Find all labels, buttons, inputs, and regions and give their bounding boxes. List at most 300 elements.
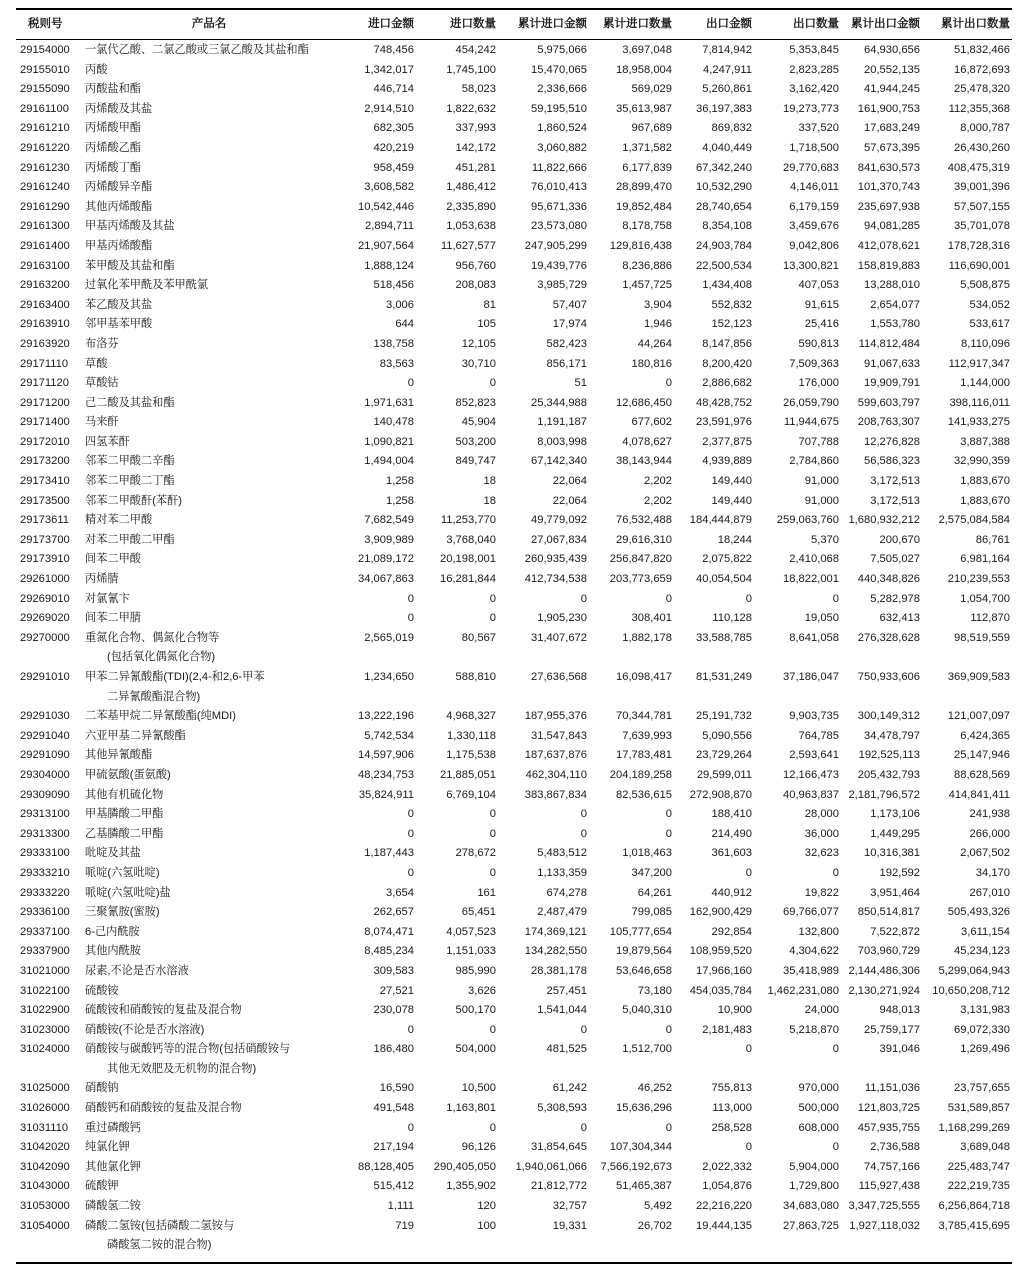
cumulative-export-value-cell: 7,505,027 (870, 553, 920, 566)
cumulative-export-quantity-cell: 16,872,693 (954, 63, 1010, 76)
export-quantity-cell: 13,300,821 (783, 259, 839, 272)
cumulative-import-value-cell: 28,381,178 (531, 964, 587, 977)
product-name-line: 间苯二甲酸 (85, 553, 141, 566)
cumulative-export-quantity-cell: 34,170 (975, 866, 1010, 879)
cumulative-export-value-cell: 457,935,755 (857, 1121, 920, 1134)
cumulative-export-quantity-cell: 112,355,368 (948, 102, 1010, 115)
tariff-code-cell: 29337100 (20, 925, 70, 938)
export-quantity-cell: 3,459,676 (789, 220, 839, 233)
cumulative-import-value-cell: 51 (574, 377, 587, 390)
cumulative-export-value-cell: 7,522,872 (870, 925, 920, 938)
export-quantity-cell: 18,822,001 (783, 573, 839, 586)
cumulative-import-quantity-cell: 967,689 (631, 122, 672, 135)
product-name-cell (82, 531, 336, 551)
cumulative-export-quantity-cell: 112,917,347 (948, 357, 1010, 370)
cumulative-import-quantity-cell: 5,040,310 (622, 1004, 672, 1017)
table-body (16, 40, 1012, 1256)
cumulative-export-value-cell: 1,173,106 (870, 808, 920, 821)
table-row (16, 1217, 1012, 1256)
import-quantity-cell: 1,355,902 (446, 1180, 496, 1193)
cumulative-import-quantity-cell: 180,816 (631, 357, 672, 370)
import-value-cell: 3,006 (386, 298, 414, 311)
product-name-line: 邻甲基苯甲酸 (85, 318, 153, 331)
import-quantity-cell: 30,710 (461, 357, 496, 370)
export-value-cell: 1,434,408 (702, 279, 752, 292)
cumulative-export-quantity-cell: 45,234,123 (954, 945, 1010, 958)
cumulative-import-value-cell: 31,407,672 (531, 631, 587, 644)
tariff-code-cell: 31042090 (20, 1160, 70, 1173)
product-name-line: 己二酸及其盐和酯 (85, 396, 175, 409)
tariff-code-cell: 29291010 (20, 671, 70, 683)
import-quantity-cell: 337,993 (455, 122, 496, 135)
cumulative-export-quantity-cell: 3,131,983 (960, 1004, 1010, 1017)
import-quantity-cell: 96,126 (461, 1141, 496, 1154)
product-name-line: 硝酸钙和硝酸铵的复盐及混合物 (85, 1102, 242, 1115)
tariff-code-cell: 29161100 (20, 102, 69, 115)
cumulative-export-quantity-cell: 534,052 (969, 298, 1010, 311)
cumulative-export-value-cell: 1,449,295 (870, 827, 920, 840)
export-value-cell: 22,500,534 (696, 259, 752, 272)
export-quantity-cell: 26,059,790 (783, 396, 839, 409)
product-name-cell (82, 766, 336, 786)
product-name-line: 对苯二甲酸二甲酯 (85, 533, 175, 546)
cumulative-export-value-cell: 94,081,285 (864, 220, 920, 233)
export-quantity-cell: 5,353,845 (789, 44, 839, 56)
table-row (16, 80, 1012, 100)
cumulative-import-quantity-cell: 256,847,820 (609, 553, 672, 566)
product-name-cell (82, 727, 336, 747)
tariff-code-cell: 29261000 (20, 573, 70, 586)
table-row (16, 1040, 1012, 1079)
cumulative-import-value-cell: 2,336,666 (537, 83, 587, 96)
tariff-code-cell: 31043000 (20, 1180, 70, 1193)
cumulative-export-value-cell: 10,316,381 (864, 847, 920, 860)
export-quantity-cell: 2,823,285 (789, 63, 839, 76)
export-value-cell: 22,216,220 (696, 1200, 752, 1213)
import-quantity-cell: 10,500 (461, 1082, 496, 1095)
import-value-cell: 682,305 (373, 122, 414, 135)
cumulative-import-quantity-cell: 105,777,654 (609, 925, 672, 938)
export-quantity-cell: 7,509,363 (789, 357, 839, 370)
table-row (16, 413, 1012, 433)
cumulative-import-quantity-cell: 5,492 (644, 1200, 672, 1213)
product-name-cell (82, 1119, 336, 1139)
import-quantity-cell: 0 (489, 808, 496, 821)
table-row (16, 590, 1012, 610)
product-name-cell (82, 923, 336, 943)
tariff-code-cell: 31025000 (20, 1082, 70, 1095)
header-import-value: 进口金额 (336, 10, 416, 40)
cumulative-export-value-cell: 11,151,036 (864, 1082, 920, 1095)
export-value-cell: 28,740,654 (696, 200, 752, 213)
table-row (16, 570, 1012, 590)
cumulative-import-value-cell: 0 (580, 592, 587, 605)
cumulative-export-quantity-cell: 25,147,946 (954, 749, 1010, 762)
tariff-code-cell: 29161220 (20, 141, 70, 154)
tariff-code-cell: 29173500 (20, 494, 70, 507)
cumulative-import-quantity-cell: 204,189,258 (609, 768, 672, 781)
export-value-cell: 2,075,822 (702, 553, 752, 566)
cumulative-export-value-cell: 200,670 (879, 533, 920, 546)
import-quantity-cell: 6,769,104 (446, 788, 496, 801)
product-name-line: 重过磷酸钙 (85, 1121, 141, 1134)
import-value-cell: 21,089,172 (358, 553, 414, 566)
import-value-cell: 0 (407, 612, 414, 625)
product-name-line: 甲基丙烯酸酯 (85, 239, 153, 252)
product-name-cell (82, 257, 336, 277)
export-quantity-cell: 29,770,683 (783, 161, 839, 174)
export-value-cell: 24,903,784 (696, 239, 752, 252)
product-name-line: 丙烯酸丁酯 (85, 161, 141, 174)
import-value-cell: 21,907,564 (358, 239, 414, 252)
cumulative-export-quantity-cell: 414,841,411 (948, 788, 1010, 801)
tariff-code-cell: 29163910 (20, 318, 70, 331)
export-quantity-cell: 9,042,806 (789, 239, 839, 252)
tariff-code-cell: 29171200 (20, 396, 70, 409)
export-value-cell: 258,528 (711, 1121, 752, 1134)
import-quantity-cell: 290,405,050 (433, 1160, 496, 1173)
export-quantity-cell: 2,593,641 (789, 749, 839, 762)
product-name-line: 甲基丙烯酸及其盐 (85, 220, 175, 233)
cumulative-export-value-cell: 276,328,628 (857, 631, 920, 644)
product-name-line: 乙基膦酸二甲酯 (85, 827, 164, 840)
import-quantity-cell: 956,760 (455, 259, 496, 272)
cumulative-export-quantity-cell: 5,508,875 (960, 279, 1010, 292)
cumulative-import-value-cell: 5,308,593 (537, 1102, 587, 1115)
import-quantity-cell: 16,281,844 (440, 573, 496, 586)
product-name-cell (82, 315, 336, 335)
product-name-cell (82, 139, 336, 159)
cumulative-import-value-cell: 1,905,230 (537, 612, 587, 625)
cumulative-import-value-cell: 27,636,568 (531, 671, 587, 683)
cumulative-export-value-cell: 235,697,938 (857, 200, 920, 213)
cumulative-export-value-cell: 25,759,177 (864, 1023, 920, 1036)
product-name-line: 尿素,不论是否水溶液 (85, 964, 189, 977)
import-value-cell: 5,742,534 (364, 729, 414, 742)
table-row (16, 100, 1012, 120)
cumulative-export-quantity-cell: 3,887,388 (960, 435, 1010, 448)
cumulative-import-value-cell: 1,133,359 (537, 866, 587, 879)
cumulative-export-quantity-cell: 86,761 (975, 533, 1010, 546)
export-quantity-cell: 970,000 (798, 1082, 839, 1095)
import-quantity-cell: 142,172 (455, 141, 496, 154)
import-value-cell: 27,521 (379, 984, 414, 997)
cumulative-export-quantity-cell: 112,870 (970, 612, 1010, 625)
cumulative-export-value-cell: 1,680,932,212 (848, 514, 920, 527)
import-value-cell: 0 (407, 827, 414, 840)
export-quantity-cell: 337,520 (798, 122, 839, 135)
export-quantity-cell: 69,766,077 (783, 906, 839, 919)
import-value-cell: 1,187,443 (364, 847, 414, 860)
table-row (16, 707, 1012, 727)
export-quantity-cell: 19,050 (804, 612, 839, 625)
product-name-cell (82, 1217, 336, 1256)
cumulative-import-value-cell: 174,369,121 (524, 925, 587, 938)
table-row (16, 903, 1012, 923)
cumulative-export-value-cell: 101,370,743 (857, 181, 920, 194)
cumulative-export-value-cell: 13,288,010 (864, 279, 920, 292)
import-quantity-cell: 278,672 (455, 847, 496, 860)
import-quantity-cell: 12,105 (461, 337, 496, 350)
cumulative-export-value-cell: 205,432,793 (857, 768, 920, 781)
import-value-cell: 2,914,510 (364, 102, 414, 115)
cumulative-import-quantity-cell: 46,252 (637, 1082, 672, 1095)
product-name-line: 哌啶(六氢吡啶) (85, 866, 160, 879)
tariff-code-cell: 29269020 (20, 612, 70, 625)
product-name-continuation: (包括氧化偶氮化合物) (107, 651, 216, 664)
export-value-cell: 18,244 (717, 533, 752, 546)
import-quantity-cell: 1,175,538 (446, 749, 496, 762)
product-name-line: 重氮化合物、偶氮化合物等 (85, 631, 220, 644)
import-quantity-cell: 11,627,577 (440, 239, 496, 252)
cumulative-import-quantity-cell: 799,085 (631, 906, 672, 919)
import-value-cell: 34,067,863 (358, 573, 414, 586)
product-name-cell (82, 452, 336, 472)
export-value-cell: 440,912 (711, 886, 752, 899)
import-value-cell: 8,485,234 (364, 945, 414, 958)
cumulative-import-value-cell: 1,541,044 (537, 1004, 587, 1017)
header-export-quantity: 出口数量 (754, 10, 841, 40)
export-quantity-cell: 500,000 (798, 1102, 839, 1115)
table-row (16, 864, 1012, 884)
product-name-cell (82, 335, 336, 355)
export-value-cell: 108,959,520 (689, 945, 752, 958)
import-value-cell: 138,758 (373, 337, 414, 350)
cumulative-export-value-cell: 2,130,271,924 (848, 984, 920, 997)
export-quantity-cell: 0 (832, 1043, 839, 1056)
product-name-cell (82, 1021, 336, 1041)
cumulative-export-value-cell: 3,951,464 (870, 886, 920, 899)
cumulative-import-quantity-cell: 15,636,296 (616, 1102, 672, 1115)
product-name-cell (82, 629, 336, 668)
cumulative-export-quantity-cell: 121,007,097 (947, 710, 1010, 723)
cumulative-import-quantity-cell: 8,178,758 (622, 220, 672, 233)
import-value-cell: 1,888,124 (364, 259, 414, 272)
product-name-cell (82, 844, 336, 864)
cumulative-import-value-cell: 1,940,061,066 (515, 1160, 587, 1173)
product-name-line: 布洛芬 (85, 337, 119, 350)
table-row (16, 355, 1012, 375)
cumulative-export-quantity-cell: 531,589,857 (947, 1102, 1010, 1115)
cumulative-export-value-cell: 412,078,621 (857, 239, 920, 252)
product-name-line: 邻苯二甲酸二丁酯 (85, 475, 175, 488)
import-quantity-cell: 0 (489, 1121, 496, 1134)
cumulative-export-quantity-cell: 116,690,001 (948, 259, 1010, 272)
product-name-cell (82, 707, 336, 727)
cumulative-import-quantity-cell: 1,946 (644, 318, 672, 331)
import-value-cell: 309,583 (373, 964, 414, 977)
export-value-cell: 272,908,870 (689, 788, 752, 801)
cumulative-import-value-cell: 247,905,299 (524, 239, 587, 252)
cumulative-export-value-cell: 2,181,796,572 (848, 788, 920, 801)
table-row (16, 315, 1012, 335)
import-quantity-cell: 3,626 (468, 984, 496, 997)
import-value-cell: 1,090,821 (364, 435, 414, 448)
cumulative-import-quantity-cell: 4,078,627 (622, 435, 672, 448)
table-row (16, 335, 1012, 355)
import-quantity-cell: 504,000 (455, 1043, 496, 1056)
tariff-code-cell: 31021000 (20, 964, 70, 977)
cumulative-import-quantity-cell: 0 (665, 808, 672, 821)
product-name-line: 硝酸铵与碳酸钙等的混合物(包括硝酸铵与 (85, 1043, 291, 1056)
export-value-cell: 0 (745, 866, 752, 879)
cumulative-import-quantity-cell: 6,177,839 (622, 161, 672, 174)
cumulative-export-quantity-cell: 266,000 (969, 827, 1010, 840)
cumulative-import-value-cell: 31,854,645 (531, 1141, 587, 1154)
cumulative-export-quantity-cell: 10,650,208,712 (932, 984, 1010, 997)
import-value-cell: 1,971,631 (364, 396, 414, 409)
cumulative-export-value-cell: 192,525,113 (858, 749, 920, 762)
export-quantity-cell: 590,813 (798, 337, 839, 350)
export-value-cell: 755,813 (711, 1082, 752, 1095)
cumulative-export-value-cell: 1,927,118,032 (849, 1219, 920, 1232)
cumulative-import-quantity-cell: 28,899,470 (616, 181, 672, 194)
import-value-cell: 217,194 (373, 1141, 414, 1154)
import-value-cell: 3,654 (386, 886, 414, 899)
tariff-code-cell: 29173410 (20, 475, 70, 488)
export-value-cell: 162,900,429 (689, 906, 752, 919)
import-value-cell: 88,128,405 (358, 1160, 414, 1173)
tariff-code-cell: 29313100 (20, 808, 70, 821)
export-value-cell: 5,260,861 (702, 83, 752, 96)
import-quantity-cell: 0 (489, 612, 496, 625)
cumulative-import-quantity-cell: 0 (665, 827, 672, 840)
cumulative-import-quantity-cell: 1,457,725 (622, 279, 672, 292)
cumulative-export-quantity-cell: 26,430,260 (954, 141, 1010, 154)
product-name-line: 丙烯酸及其盐 (85, 102, 153, 115)
export-value-cell: 869,832 (711, 122, 752, 135)
product-name-cell (82, 1079, 336, 1099)
import-quantity-cell: 500,170 (455, 1004, 496, 1017)
export-value-cell: 4,247,911 (703, 63, 752, 76)
cumulative-import-quantity-cell: 29,616,310 (616, 533, 672, 546)
import-value-cell: 0 (407, 808, 414, 821)
tariff-code-cell: 31054000 (20, 1219, 70, 1232)
product-name-line: 丙酸 (85, 63, 108, 76)
table-row (16, 1099, 1012, 1119)
import-quantity-cell: 65,451 (461, 906, 496, 919)
import-quantity-cell: 852,823 (455, 396, 496, 409)
table-row (16, 296, 1012, 316)
tariff-code-cell: 29173700 (20, 533, 70, 546)
export-value-cell: 2,886,682 (702, 377, 752, 390)
import-quantity-cell: 1,745,100 (446, 63, 496, 76)
export-quantity-cell: 12,166,473 (783, 768, 839, 781)
import-value-cell: 446,714 (373, 83, 414, 96)
header-tariff-code: 税则号 (16, 10, 82, 40)
table-row (16, 1158, 1012, 1178)
import-value-cell: 83,563 (379, 357, 414, 370)
cumulative-export-quantity-cell: 8,110,096 (961, 337, 1010, 350)
product-name-line: 六亚甲基二异氰酸酯 (85, 729, 186, 742)
table-row (16, 276, 1012, 296)
cumulative-import-value-cell: 27,067,834 (531, 533, 587, 546)
product-name-line: 丙烯酸甲酯 (85, 122, 141, 135)
product-name-line: 磷酸二氢铵(包括磷酸二氢铵与 (85, 1219, 235, 1232)
product-name-cell (82, 570, 336, 590)
cumulative-import-quantity-cell: 8,236,886 (622, 259, 672, 272)
import-quantity-cell: 105 (477, 318, 496, 331)
cumulative-export-value-cell: 19,909,791 (864, 377, 920, 390)
cumulative-export-value-cell: 2,144,486,306 (848, 964, 920, 977)
cumulative-export-quantity-cell: 225,483,747 (947, 1160, 1010, 1173)
import-quantity-cell: 1,163,801 (446, 1102, 496, 1115)
cumulative-export-quantity-cell: 222,219,735 (947, 1180, 1010, 1193)
export-quantity-cell: 11,944,675 (783, 416, 839, 429)
cumulative-export-value-cell: 56,586,323 (864, 455, 920, 468)
tariff-code-cell: 29171110 (20, 357, 69, 370)
cumulative-import-value-cell: 187,637,876 (524, 749, 587, 762)
cumulative-import-value-cell: 95,671,336 (531, 200, 587, 213)
cumulative-export-value-cell: 20,552,135 (864, 63, 920, 76)
export-quantity-cell: 35,418,989 (783, 964, 839, 977)
cumulative-import-value-cell: 412,734,538 (524, 573, 587, 586)
export-quantity-cell: 40,963,837 (783, 788, 839, 801)
export-value-cell: 40,054,504 (696, 573, 752, 586)
tariff-code-cell: 29270000 (20, 631, 70, 644)
import-quantity-cell: 21,885,051 (440, 768, 496, 781)
import-value-cell: 0 (407, 866, 414, 879)
export-value-cell: 552,832 (711, 298, 752, 311)
export-value-cell: 2,181,483 (702, 1023, 752, 1036)
product-name-line: 三聚氰胺(蜜胺) (85, 906, 160, 919)
cumulative-import-quantity-cell: 3,904 (644, 298, 672, 311)
export-value-cell: 33,588,785 (696, 631, 752, 644)
import-value-cell: 1,234,650 (364, 671, 414, 683)
product-name-line: 间苯二甲腈 (85, 612, 141, 625)
import-quantity-cell: 20,198,001 (440, 553, 496, 566)
import-quantity-cell: 849,747 (455, 455, 496, 468)
cumulative-export-quantity-cell: 241,938 (969, 808, 1010, 821)
cumulative-import-value-cell: 856,171 (546, 357, 587, 370)
export-value-cell: 8,354,108 (702, 220, 752, 233)
cumulative-import-value-cell: 3,060,882 (537, 141, 587, 154)
import-quantity-cell: 161 (477, 886, 496, 899)
cumulative-export-value-cell: 850,514,817 (857, 906, 920, 919)
cumulative-import-value-cell: 1,191,187 (537, 416, 587, 429)
cumulative-export-quantity-cell: 6,256,864,718 (938, 1200, 1010, 1213)
export-quantity-cell: 27,863,725 (783, 1219, 839, 1232)
table-row (16, 40, 1012, 61)
export-value-cell: 292,854 (711, 925, 752, 938)
cumulative-import-value-cell: 8,003,998 (537, 435, 587, 448)
tariff-code-cell: 29291040 (20, 729, 70, 742)
import-value-cell: 14,597,906 (358, 749, 414, 762)
export-quantity-cell: 91,000 (804, 475, 839, 488)
cumulative-import-value-cell: 0 (580, 1121, 587, 1134)
import-value-cell: 0 (407, 592, 414, 605)
cumulative-import-quantity-cell: 18,958,004 (616, 63, 672, 76)
tariff-code-cell: 31023000 (20, 1023, 70, 1036)
product-name-line: 邻苯二甲酸二辛酯 (85, 455, 175, 468)
import-quantity-cell: 2,335,890 (446, 200, 496, 213)
product-name-cell (82, 884, 336, 904)
table-row (16, 237, 1012, 257)
export-quantity-cell: 176,000 (798, 377, 839, 390)
tariff-code-cell: 29163200 (20, 279, 70, 292)
export-value-cell: 67,342,240 (696, 161, 752, 174)
tariff-code-cell: 31022100 (20, 984, 70, 997)
table-row (16, 139, 1012, 159)
table-row (16, 433, 1012, 453)
import-quantity-cell: 1,486,412 (446, 181, 496, 194)
product-name-line: 马来酐 (85, 416, 119, 429)
export-quantity-cell: 34,683,080 (783, 1200, 839, 1213)
export-value-cell: 5,090,556 (702, 729, 752, 742)
import-value-cell: 1,342,017 (364, 63, 414, 76)
product-name-line: 其他氯化钾 (85, 1160, 141, 1173)
cumulative-export-quantity-cell: 398,116,011 (949, 396, 1010, 409)
